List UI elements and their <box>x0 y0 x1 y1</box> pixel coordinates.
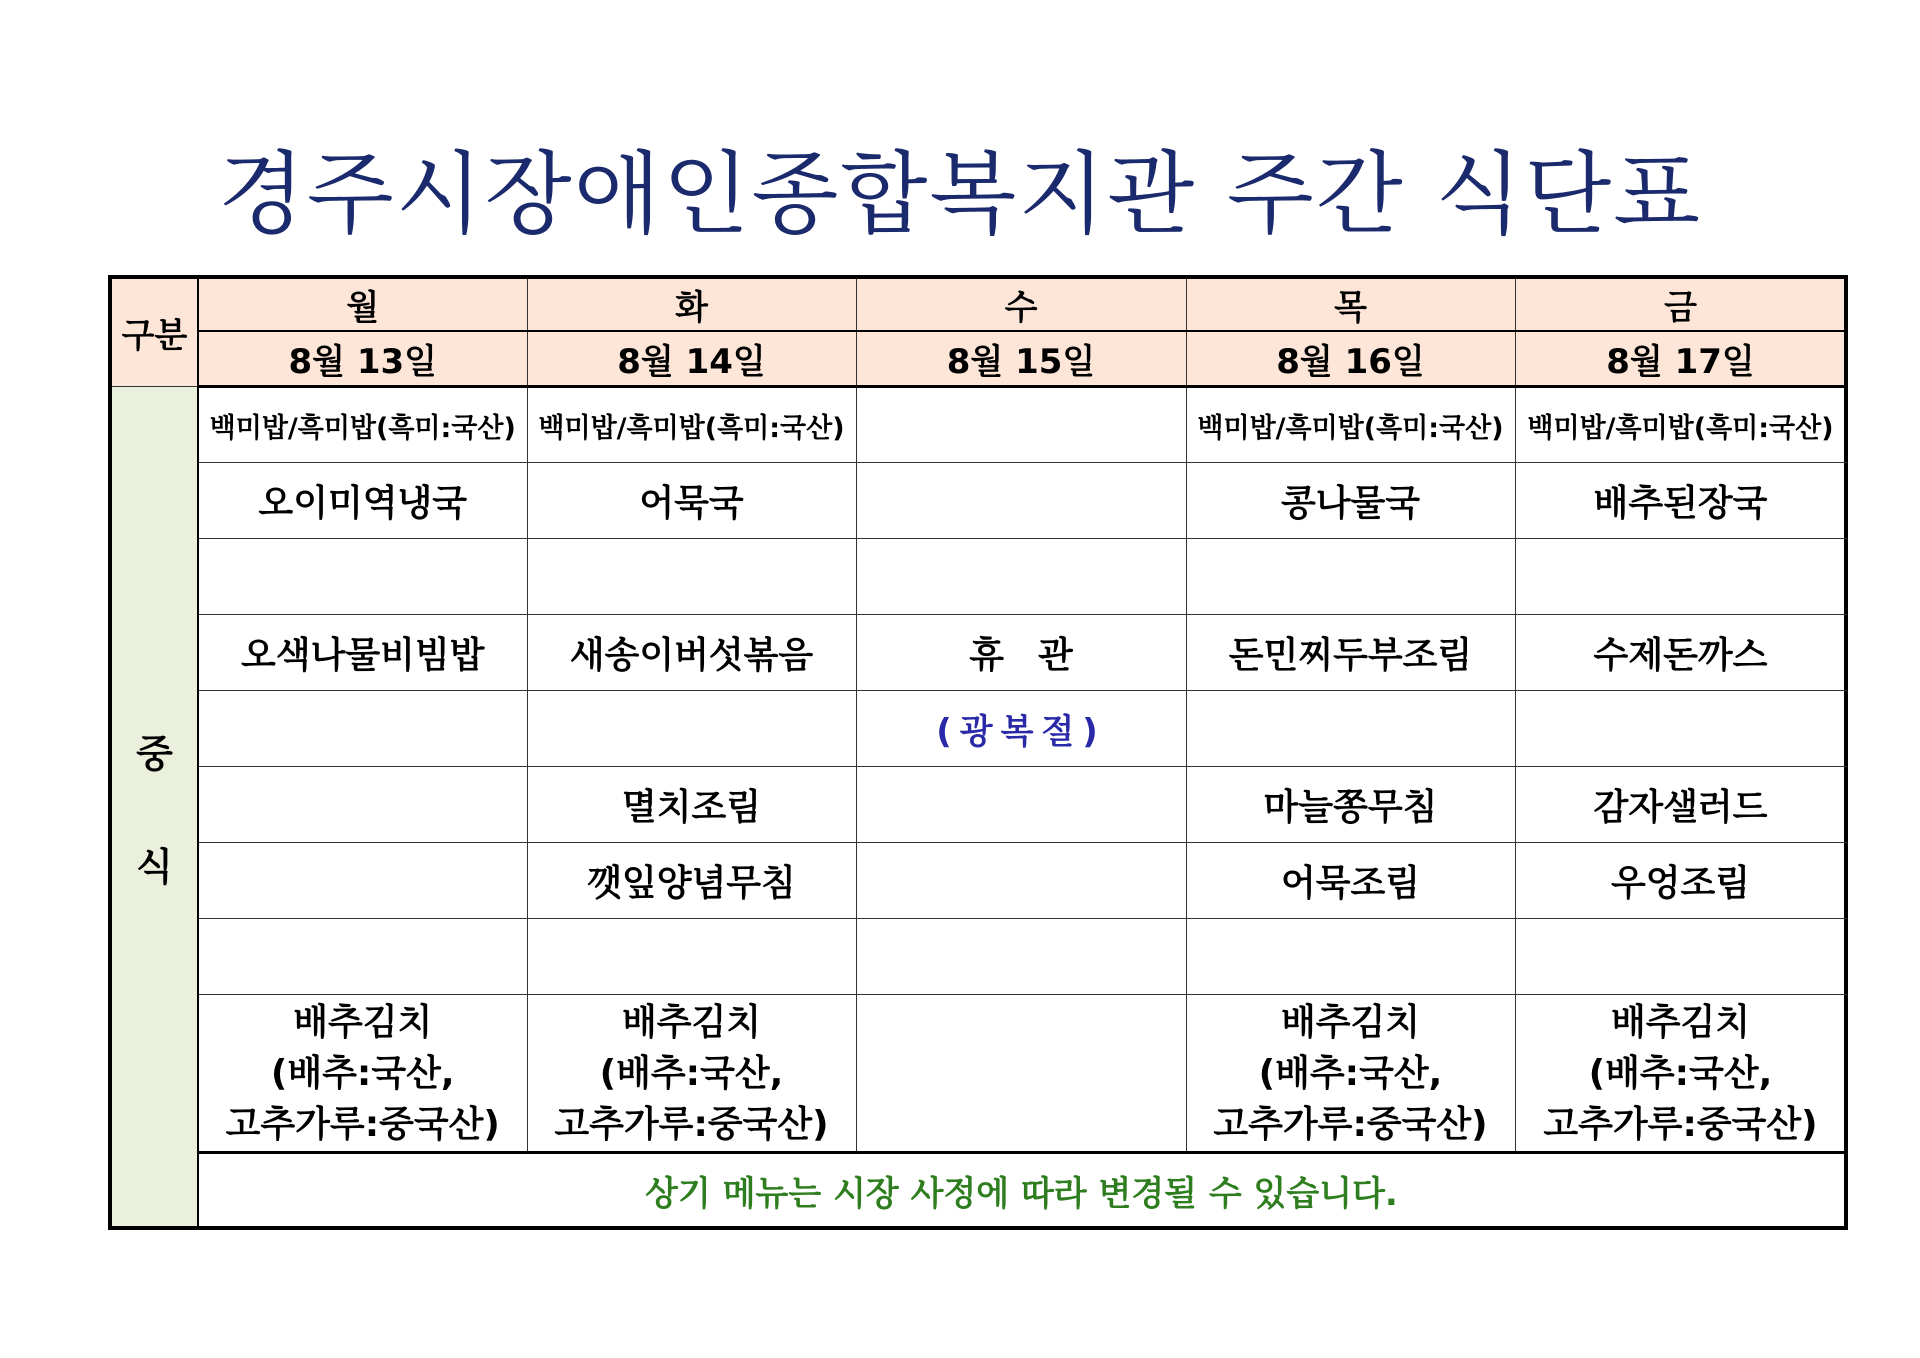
rice-tue: 백미밥/흑미밥(흑미:국산) <box>527 387 856 463</box>
kimchi-origin: (배추:국산, <box>270 1052 455 1094</box>
kimchi-origin: (배추:국산, <box>1258 1052 1443 1094</box>
kimchi-name: 배추김치 <box>621 1001 762 1043</box>
weekly-menu-table <box>108 275 1848 1230</box>
side1-tue: 멸치조림 <box>527 767 856 843</box>
empty-cell <box>1515 539 1846 615</box>
side-dish-row-1 <box>110 767 1846 843</box>
day-thu: 목 <box>1186 277 1515 331</box>
kimchi-origin: (배추:국산, <box>1588 1052 1773 1094</box>
kimchi-name: 배추김치 <box>1610 1001 1751 1043</box>
rice-fri: 백미밥/흑미밥(흑미:국산) <box>1515 387 1846 463</box>
main-dish-row <box>110 615 1846 691</box>
date-fri: 8월 17일 <box>1515 331 1846 387</box>
kimchi-thu <box>1186 995 1515 1153</box>
empty-cell <box>198 539 527 615</box>
soup-mon: 오이미역냉국 <box>198 463 527 539</box>
side2-fri: 우엉조림 <box>1515 843 1846 919</box>
empty-cell <box>856 919 1186 995</box>
date-thu: 8월 16일 <box>1186 331 1515 387</box>
kimchi-fri <box>1515 995 1846 1153</box>
main-thu: 돈민찌두부조림 <box>1186 615 1515 691</box>
side2-mon <box>198 843 527 919</box>
side2-tue: 깻잎양념무침 <box>527 843 856 919</box>
note-row <box>110 691 1846 767</box>
empty-cell <box>1515 691 1846 767</box>
kimchi-name: 배추김치 <box>1280 1001 1421 1043</box>
day-tue: 화 <box>527 277 856 331</box>
side-dish-row-2 <box>110 843 1846 919</box>
side1-thu: 마늘쫑무침 <box>1186 767 1515 843</box>
day-wed: 수 <box>856 277 1186 331</box>
date-tue: 8월 14일 <box>527 331 856 387</box>
kimchi-wed <box>856 995 1186 1153</box>
day-fri: 금 <box>1515 277 1846 331</box>
meal-label-line1: 중 <box>136 731 173 776</box>
side1-mon <box>198 767 527 843</box>
empty-cell <box>856 539 1186 615</box>
kimchi-mon <box>198 995 527 1153</box>
kimchi-row <box>110 995 1846 1153</box>
footer-row <box>110 1153 1846 1229</box>
side1-fri: 감자샐러드 <box>1515 767 1846 843</box>
soup-fri: 배추된장국 <box>1515 463 1846 539</box>
holiday-label: 휴관 <box>969 635 1107 676</box>
empty-cell <box>1186 539 1515 615</box>
rice-thu: 백미밥/흑미밥(흑미:국산) <box>1186 387 1515 463</box>
empty-cell <box>198 691 527 767</box>
category-header: 구분 <box>110 277 198 387</box>
holiday-note: (광복절) <box>856 691 1186 767</box>
date-wed: 8월 15일 <box>856 331 1186 387</box>
kimchi-origin: 고추가루:중국산) <box>1213 1103 1488 1145</box>
footer-notice: 상기 메뉴는 시장 사정에 따라 변경될 수 있습니다. <box>198 1153 1846 1229</box>
header-day-row <box>110 277 1846 331</box>
empty-row <box>110 919 1846 995</box>
soup-tue: 어묵국 <box>527 463 856 539</box>
empty-cell <box>198 919 527 995</box>
kimchi-origin: 고추가루:중국산) <box>225 1103 500 1145</box>
kimchi-name: 배추김치 <box>293 1001 433 1043</box>
empty-cell <box>527 919 856 995</box>
soup-wed <box>856 463 1186 539</box>
kimchi-origin: 고추가루:중국산) <box>1543 1103 1818 1145</box>
soup-thu: 콩나물국 <box>1186 463 1515 539</box>
kimchi-origin: 고추가루:중국산) <box>554 1103 829 1145</box>
empty-cell <box>1186 919 1515 995</box>
main-tue: 새송이버섯볶음 <box>527 615 856 691</box>
rice-mon: 백미밥/흑미밥(흑미:국산) <box>198 387 527 463</box>
empty-cell <box>1186 691 1515 767</box>
header-date-row <box>110 331 1846 387</box>
empty-cell <box>527 691 856 767</box>
empty-row <box>110 539 1846 615</box>
empty-cell <box>527 539 856 615</box>
meal-type-lunch <box>110 387 198 1229</box>
rice-row <box>110 387 1846 463</box>
rice-wed <box>856 387 1186 463</box>
day-mon: 월 <box>198 277 527 331</box>
kimchi-origin: (배추:국산, <box>599 1052 784 1094</box>
main-fri: 수제돈까스 <box>1515 615 1846 691</box>
side2-thu: 어묵조림 <box>1186 843 1515 919</box>
side1-wed <box>856 767 1186 843</box>
holiday-cell <box>856 615 1186 691</box>
soup-row <box>110 463 1846 539</box>
empty-cell <box>1515 919 1846 995</box>
meal-label-line2: 식 <box>136 844 173 889</box>
page-title: 경주시장애인종합복지관 주간 식단표 <box>217 142 1703 247</box>
side2-wed <box>856 843 1186 919</box>
date-mon: 8월 13일 <box>198 331 527 387</box>
kimchi-tue <box>527 995 856 1153</box>
main-mon: 오색나물비빔밥 <box>198 615 527 691</box>
